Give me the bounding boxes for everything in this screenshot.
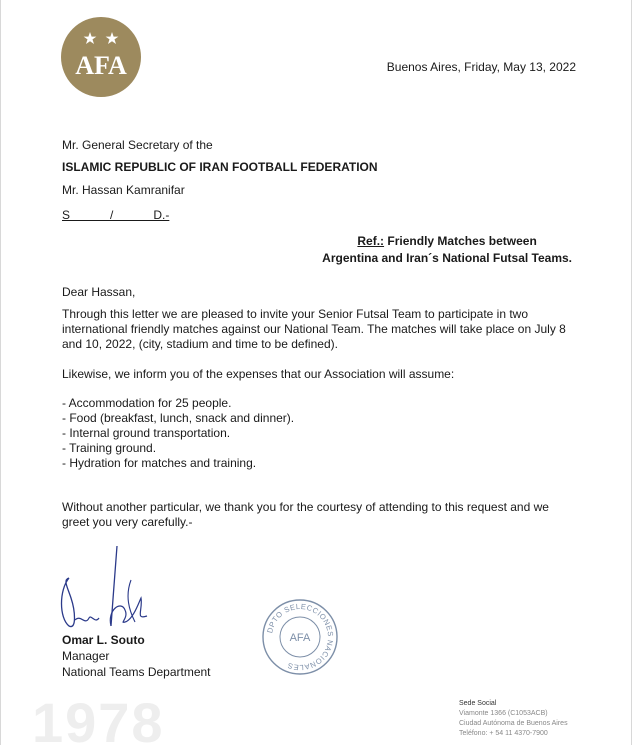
signer-title: Manager [62,649,110,663]
footer-line-1: Viamonte 1366 (C1053ACB) [459,710,548,717]
signer-name: Omar L. Souto [62,633,145,647]
letter-date: Buenos Aires, Friday, May 13, 2022 [386,60,576,74]
page-border-left [0,0,1,745]
greeting: Dear Hassan, [62,285,136,299]
handwritten-signature [55,540,165,635]
logo-text: AFA [75,51,127,80]
recipient-line-1: Mr. General Secretary of the [62,138,213,152]
list-item: - Food (breakfast, lunch, snack and dinner). [62,411,295,425]
footer-line-2: Ciudad Autónoma de Buenos Aires [459,720,568,727]
list-item: - Training ground. [62,441,157,455]
reference-block [322,233,572,267]
paragraph-expenses: Likewise, we inform you of the expenses that our Association will assume: [62,367,455,381]
recipient-organization: ISLAMIC REPUBLIC OF IRAN FOOTBALL FEDERATION [62,160,378,174]
expenses-list [62,396,294,471]
list-item: - Accommodation for 25 people. [62,396,232,410]
recipient-name: Mr. Hassan Kamranifar [62,183,185,197]
list-item: - Internal ground transportation. [62,426,231,440]
department-stamp [260,597,340,677]
footer-address [459,699,568,739]
afa-logo [61,17,141,97]
list-item: - Hydration for matches and training. [62,456,257,470]
reference-text-1: Friendly Matches between [387,234,537,248]
closing-paragraph: Without another particular, we thank you for the courtesy of attending to this request and we greet you very carefully.- [62,500,549,529]
recipient-sd: S / D.- [62,208,170,222]
signer-department: National Teams Department [62,665,211,679]
reference-text-2: Argentina and Iran´s National Futsal Teams. [322,251,572,265]
footer-line-3: Teléfono: + 54 11 4370-7900 [459,730,548,737]
stamp-text: DPTO SELECCIONES NACIONALES [265,601,336,673]
paragraph-invitation: Through this letter we are pleased to invite your Senior Futsal Team to participate in two international friendly matches against our National Team. The matches will take place on July 8 and 10, 2022, (city, stadium and time to be defined). [62,307,566,351]
stamp-center: AFA [289,632,311,644]
reference-line-1 [322,233,572,250]
reference-label: Ref.: [357,234,385,248]
footer-title: Sede Social [459,700,497,707]
watermark-year: 1978 [32,691,165,754]
